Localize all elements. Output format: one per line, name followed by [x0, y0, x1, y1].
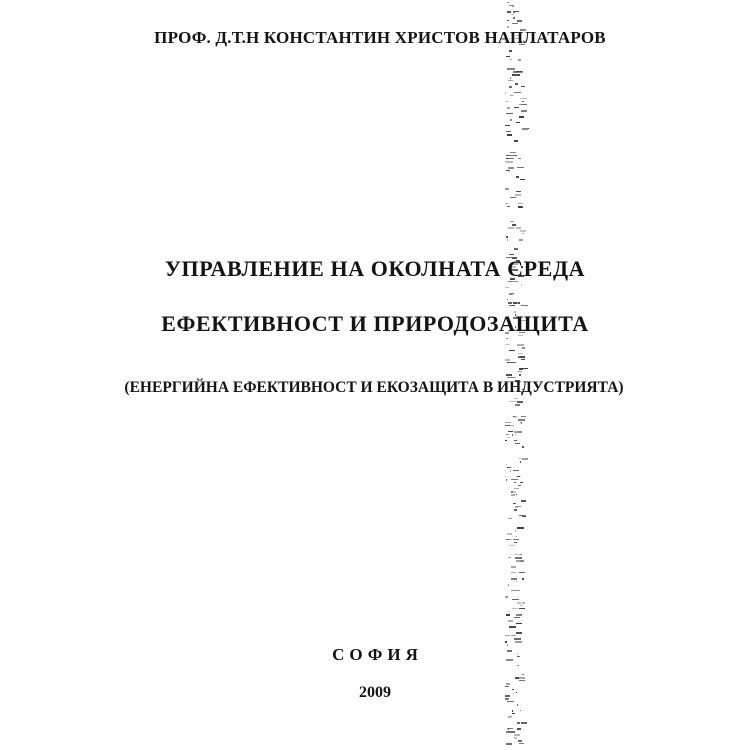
scan-noise-mark [517, 167, 524, 168]
scan-noise-mark [507, 107, 510, 109]
scan-noise-mark [510, 554, 511, 555]
scan-noise-mark [506, 131, 511, 132]
scan-noise-mark [505, 596, 508, 598]
scan-noise-mark [507, 539, 509, 540]
scan-noise-mark [514, 554, 520, 555]
scan-noise-mark [506, 101, 508, 102]
scan-noise-mark [505, 359, 510, 361]
scan-noise-mark [517, 344, 524, 346]
scan-noise-mark [510, 119, 512, 121]
scan-noise-mark [513, 11, 515, 13]
scan-noise-mark [513, 539, 519, 540]
scan-noise-mark [519, 572, 525, 573]
scan-noise-mark [510, 470, 511, 472]
scan-noise-mark [516, 191, 521, 192]
scan-noise-mark [520, 560, 524, 562]
scan-noise-mark [519, 515, 526, 516]
scan-noise-mark [505, 635, 510, 636]
scan-noise-mark [520, 461, 521, 463]
scan-noise-mark [519, 116, 524, 118]
scan-noise-mark [509, 611, 510, 612]
scan-noise-mark [511, 494, 515, 496]
scan-noise-mark [514, 488, 519, 489]
scan-noise-mark [516, 71, 522, 72]
scan-noise-mark [505, 287, 509, 288]
scan-noise-mark [516, 614, 522, 616]
scan-noise-mark [517, 371, 522, 372]
scan-noise-mark [513, 302, 520, 304]
scan-noise-mark [512, 434, 513, 436]
scan-noise-mark [507, 239, 508, 241]
binding-scan-artifact [505, 0, 531, 750]
scan-noise-mark [521, 722, 527, 724]
scan-noise-mark [507, 299, 508, 300]
scan-noise-mark [522, 458, 528, 460]
title-line-2: ЕФЕКТИВНОСТ И ПРИРОДОЗАЩИТА [161, 311, 589, 336]
scan-noise-mark [518, 419, 525, 421]
scan-noise-mark [520, 605, 523, 606]
scan-noise-mark [510, 221, 514, 222]
scan-noise-mark [511, 572, 516, 573]
scan-noise-mark [511, 635, 516, 636]
scan-noise-mark [515, 443, 520, 444]
scan-noise-mark [506, 374, 512, 376]
scan-noise-mark [519, 239, 523, 241]
scan-noise-mark [514, 509, 517, 511]
scan-noise-mark [508, 728, 509, 730]
scan-noise-mark [514, 440, 517, 441]
scan-noise-mark [518, 59, 521, 61]
scan-noise-mark [511, 479, 518, 480]
scan-noise-mark [509, 86, 512, 88]
scan-noise-mark [513, 74, 520, 76]
scan-noise-mark [508, 80, 513, 81]
scan-noise-mark [516, 176, 519, 178]
scan-noise-mark [506, 236, 508, 238]
scan-noise-mark [517, 20, 522, 22]
scan-noise-mark [516, 623, 522, 624]
scan-noise-mark [507, 377, 514, 378]
scan-noise-mark [505, 476, 506, 477]
scan-noise-mark [519, 374, 521, 376]
scan-noise-mark [507, 134, 512, 136]
scan-noise-mark [511, 491, 513, 493]
scan-noise-mark [514, 737, 517, 739]
scan-noise-mark [521, 359, 525, 360]
scan-noise-mark [506, 338, 508, 339]
scan-noise-mark [521, 284, 522, 286]
scan-noise-mark [507, 467, 511, 468]
binding-noise-graphic [505, 0, 531, 750]
scan-noise-mark [506, 743, 512, 745]
scan-noise-mark [505, 344, 510, 345]
scan-noise-mark [508, 437, 510, 438]
scan-noise-mark [522, 578, 524, 580]
scan-noise-mark [518, 353, 523, 354]
scan-noise-mark [515, 416, 517, 418]
scan-noise-mark [517, 401, 523, 403]
scan-noise-mark [516, 122, 520, 123]
scan-noise-mark [514, 617, 520, 618]
scan-noise-mark [519, 740, 522, 741]
scan-noise-mark [507, 2, 509, 3]
scan-noise-mark [520, 98, 527, 99]
scan-noise-mark [510, 197, 516, 198]
scan-noise-mark [519, 677, 525, 679]
scan-noise-mark [509, 545, 515, 546]
scan-noise-mark [510, 77, 511, 79]
scan-noise-mark [506, 731, 508, 733]
scan-noise-mark [511, 566, 516, 568]
scan-noise-mark [519, 680, 525, 681]
scan-noise-mark [520, 179, 525, 180]
scan-noise-mark [512, 23, 518, 24]
scan-noise-mark [521, 368, 528, 369]
scan-noise-mark [507, 206, 510, 207]
scan-noise-mark [515, 557, 522, 559]
scan-noise-mark [515, 503, 516, 504]
scan-noise-mark [505, 203, 508, 204]
scan-noise-mark [515, 194, 521, 196]
scan-noise-mark [513, 590, 520, 591]
scan-noise-mark [512, 599, 519, 600]
scan-noise-mark [516, 581, 517, 582]
scan-noise-mark [521, 500, 526, 502]
scan-noise-mark [512, 713, 515, 714]
scan-noise-mark [507, 20, 509, 21]
scan-noise-mark [522, 101, 524, 102]
scan-noise-mark [509, 350, 515, 351]
scan-noise-mark [506, 434, 509, 435]
scan-noise-mark [517, 527, 524, 529]
scan-noise-mark [506, 155, 510, 156]
scan-noise-mark [517, 722, 520, 724]
scan-noise-mark [514, 431, 518, 433]
scan-noise-mark [514, 224, 516, 225]
scan-noise-mark [508, 431, 513, 432]
scan-noise-mark [513, 470, 519, 471]
scan-noise-mark [521, 422, 522, 424]
scan-noise-mark [514, 398, 518, 399]
scan-noise-mark [505, 641, 507, 643]
scan-noise-mark [516, 494, 517, 495]
scan-noise-mark [508, 716, 511, 718]
scan-noise-mark [519, 458, 521, 459]
scan-noise-mark [508, 227, 514, 229]
scan-noise-mark [505, 125, 510, 126]
scan-noise-mark [515, 641, 522, 643]
scan-noise-mark [506, 161, 513, 163]
scan-noise-mark [517, 476, 520, 477]
subtitle-line: (ЕНЕРГИЙНА ЕФЕКТИВНОСТ И ЕКОЗАЩИТА В ИНДУСТРИЯТА) [124, 379, 624, 396]
scan-noise-mark [507, 11, 511, 13]
scan-noise-mark [506, 479, 507, 481]
scan-noise-mark [516, 536, 517, 537]
title-line-1: УПРАВЛЕНИЕ НА ОКОЛНАТА СРЕДА [164, 256, 586, 281]
scan-noise-mark [517, 602, 521, 604]
scan-noise-mark [508, 167, 514, 169]
scan-noise-mark [516, 227, 521, 229]
scan-noise-mark [513, 293, 515, 294]
scan-noise-mark [520, 482, 523, 483]
scan-noise-mark [510, 152, 516, 153]
scan-noise-mark [518, 485, 521, 486]
scan-noise-mark [521, 416, 526, 417]
scan-noise-mark [517, 728, 521, 730]
scan-noise-mark [518, 356, 520, 357]
year-line: 2009 [359, 684, 391, 701]
scan-noise-mark [516, 560, 520, 562]
scan-noise-mark [512, 608, 518, 609]
scan-noise-mark [519, 203, 523, 204]
scan-noise-mark [512, 710, 513, 712]
scan-noise-mark [509, 59, 512, 60]
scan-noise-mark [509, 305, 512, 306]
scan-noise-mark [508, 620, 513, 622]
scan-noise-mark [520, 230, 526, 232]
scan-noise-mark [513, 491, 516, 493]
scan-noise-mark [520, 710, 521, 711]
scan-noise-mark [521, 305, 528, 306]
scan-noise-mark [513, 17, 515, 19]
scan-noise-mark [509, 362, 516, 363]
scan-noise-mark [509, 293, 513, 295]
scan-noise-mark [514, 140, 518, 142]
scan-noise-mark [517, 704, 518, 706]
scan-noise-mark [515, 530, 516, 532]
scan-noise-mark [522, 347, 525, 349]
scan-noise-mark [508, 584, 509, 586]
scan-noise-mark [514, 638, 521, 640]
scan-noise-mark [522, 128, 528, 130]
scan-noise-mark [514, 248, 518, 250]
scan-noise-mark [519, 608, 525, 609]
scan-noise-mark [522, 674, 524, 675]
scan-noise-mark [521, 86, 525, 87]
scan-noise-mark [514, 107, 519, 108]
scan-noise-mark [509, 5, 514, 6]
scan-noise-mark [507, 68, 514, 70]
scan-noise-mark [521, 110, 527, 112]
scan-noise-mark [522, 233, 524, 234]
scan-noise-mark [508, 731, 515, 733]
scan-noise-mark [509, 170, 510, 172]
scan-noise-mark [522, 446, 524, 448]
scan-noise-mark [505, 440, 507, 441]
scan-noise-mark [508, 518, 512, 519]
scan-noise-mark [506, 614, 510, 616]
city-line: СОФИЯ [332, 645, 423, 664]
scan-noise-mark [519, 743, 524, 744]
scan-noise-mark [509, 254, 514, 255]
scan-noise-mark [506, 158, 509, 159]
scan-noise-mark [505, 92, 506, 94]
scan-noise-mark [506, 56, 510, 57]
scan-noise-mark [518, 158, 521, 159]
scan-noise-mark [522, 104, 527, 105]
scan-noise-mark [505, 188, 509, 190]
scan-noise-mark [514, 542, 517, 543]
scan-noise-mark [508, 302, 512, 304]
scan-noise-mark [506, 464, 507, 465]
scan-noise-mark [517, 302, 518, 304]
scan-noise-mark [516, 632, 522, 634]
scan-noise-mark [515, 677, 519, 679]
scan-noise-mark [507, 728, 513, 729]
scan-noise-mark [522, 602, 525, 604]
scan-noise-mark [506, 113, 513, 114]
scan-noise-mark [514, 734, 520, 736]
scan-noise-mark [509, 401, 516, 402]
scan-noise-mark [511, 578, 517, 580]
scan-noise-mark [509, 50, 512, 52]
scan-noise-mark [510, 95, 513, 96]
author-line: ПРОФ. Д.Т.Н КОНСТАНТИН ХРИСТОВ НАПЛАТАРОВ [154, 28, 606, 47]
scan-noise-mark [522, 206, 523, 207]
scan-noise-mark [509, 626, 516, 628]
scan-noise-mark [508, 557, 511, 558]
scan-noise-mark [514, 482, 516, 483]
scan-noise-mark [517, 665, 519, 666]
scan-noise-mark [515, 434, 516, 435]
scan-noise-mark [511, 14, 514, 15]
scan-noise-mark [515, 83, 518, 85]
scan-noise-mark [505, 425, 510, 426]
scan-noise-mark [515, 404, 520, 406]
scan-noise-mark [507, 533, 512, 535]
scan-noise-mark [514, 92, 521, 93]
scan-noise-mark [505, 422, 511, 423]
scan-noise-mark [515, 506, 521, 507]
